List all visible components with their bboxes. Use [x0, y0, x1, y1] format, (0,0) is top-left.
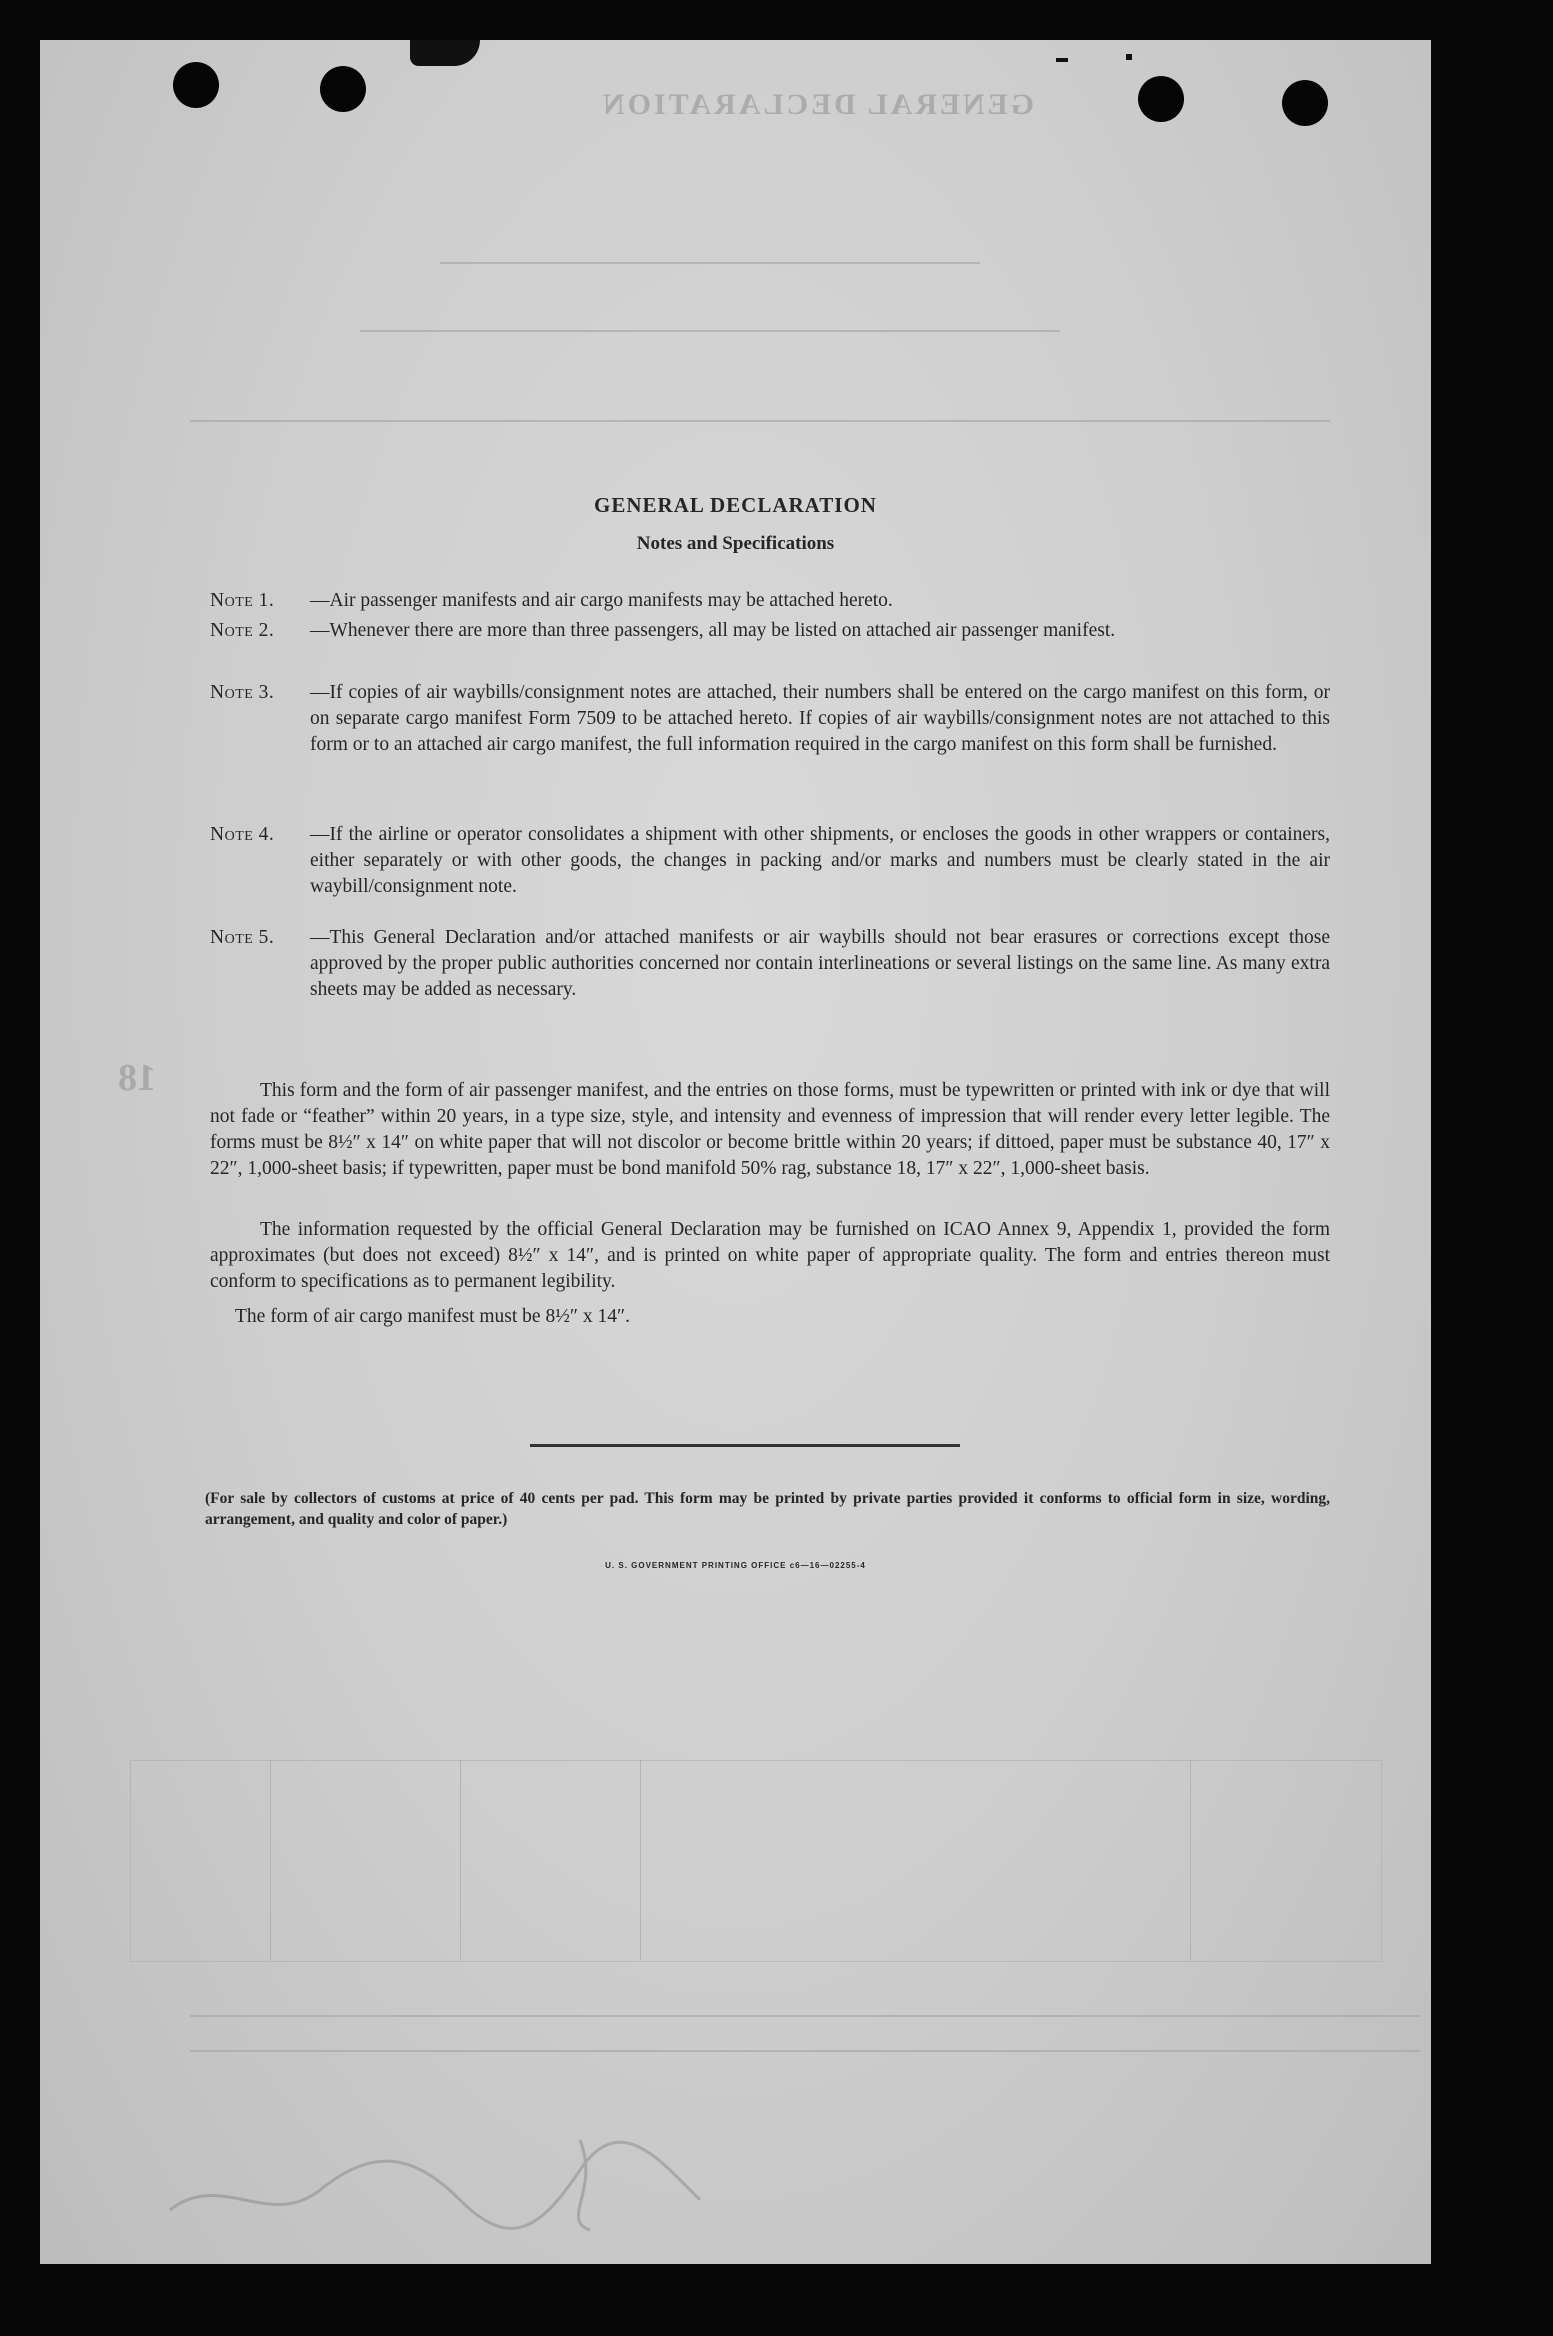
note-text: —If the airline or operator consolidates a shipment with other shipments, or encloses the goods in other wrappers or containers, either separately or with other goods, the changes in packing and/or marks and numbers must be clearly stated in the air waybill/consignment note. — [310, 824, 1330, 897]
note-5 — [210, 925, 1330, 1003]
divider-rule — [530, 1444, 960, 1447]
note-3 — [210, 680, 1330, 758]
document-page — [40, 40, 1431, 2264]
printer-imprint: U. S. GOVERNMENT PRINTING OFFICE c6—16—02255-4 — [605, 1561, 866, 1570]
note-1 — [210, 588, 1330, 614]
bleed-through-header: GENERAL DECLARATION — [600, 88, 1035, 121]
note-4 — [210, 822, 1330, 900]
note-text: —Whenever there are more than three passengers, all may be listed on attached air passenger manifest. — [310, 620, 1116, 641]
note-text: —This General Declaration and/or attached manifests or air waybills should not bear erasures or corrections except those approved by the proper public authorities concerned nor contain interlineations or several listings on the same line. As many extra sheets may be added as necessary. — [310, 927, 1330, 1000]
paragraph-icao-annex: The information requested by the official General Declaration may be furnished on ICAO Annex 9, Appendix 1, provided the form approximates (but does not exceed) 8½″ x 14″, and is printed on white paper of appropriate quality. The form and entries thereon must conform to specifications as to permanent legibility. — [210, 1219, 1330, 1292]
notes-and-specifications — [40, 40, 1431, 2264]
note-label: Note 5. — [210, 927, 275, 948]
page-subtitle: Notes and Specifications — [636, 533, 835, 554]
paragraph-cargo-manifest-size: The form of air cargo manifest must be 8½″ x 14″. — [235, 1306, 630, 1327]
paragraph-form-requirements: This form and the form of air passenger manifest, and the entries on those forms, must be typewritten or printed with ink or dye that will not fade or “feather” within 20 years, in a type size, style, and intensity and evenness of impression that will render every letter legible. The forms must be 8½″ x 14″ on white paper that will not discolor or become brittle within 20 years; if dittoed, paper must be substance 40, 17″ x 22″, 1,000-sheet basis; if typewritten, paper must be bond manifold 50% rag, substance 18, 17″ x 22″, 1,000-sheet basis. — [210, 1080, 1330, 1179]
note-label: Note 1. — [210, 590, 275, 611]
note-text: —If copies of air waybills/consignment notes are attached, their numbers shall be entered on the cargo manifest on this form, or on separate cargo manifest Form 7509 to be attached hereto. If copies of air waybills/consignment notes are not attached to this form or to an attached air cargo manifest, the full information required in the cargo manifest on this form shall be furnished. — [310, 682, 1330, 755]
sale-note: (For sale by collectors of customs at price of 40 cents per pad. This form may be printed by private parties provided it conforms to official form in size, wording, arrangement, and quality and color of paper.) — [205, 1490, 1330, 1528]
note-text: —Air passenger manifests and air cargo manifests may be attached hereto. — [310, 590, 893, 611]
note-label: Note 3. — [210, 682, 275, 703]
page-title: GENERAL DECLARATION — [594, 493, 877, 517]
note-label: Note 2. — [210, 620, 275, 641]
bleed-through-margin-number: 18 — [118, 1057, 156, 1099]
note-2 — [210, 618, 1330, 644]
note-label: Note 4. — [210, 824, 275, 845]
